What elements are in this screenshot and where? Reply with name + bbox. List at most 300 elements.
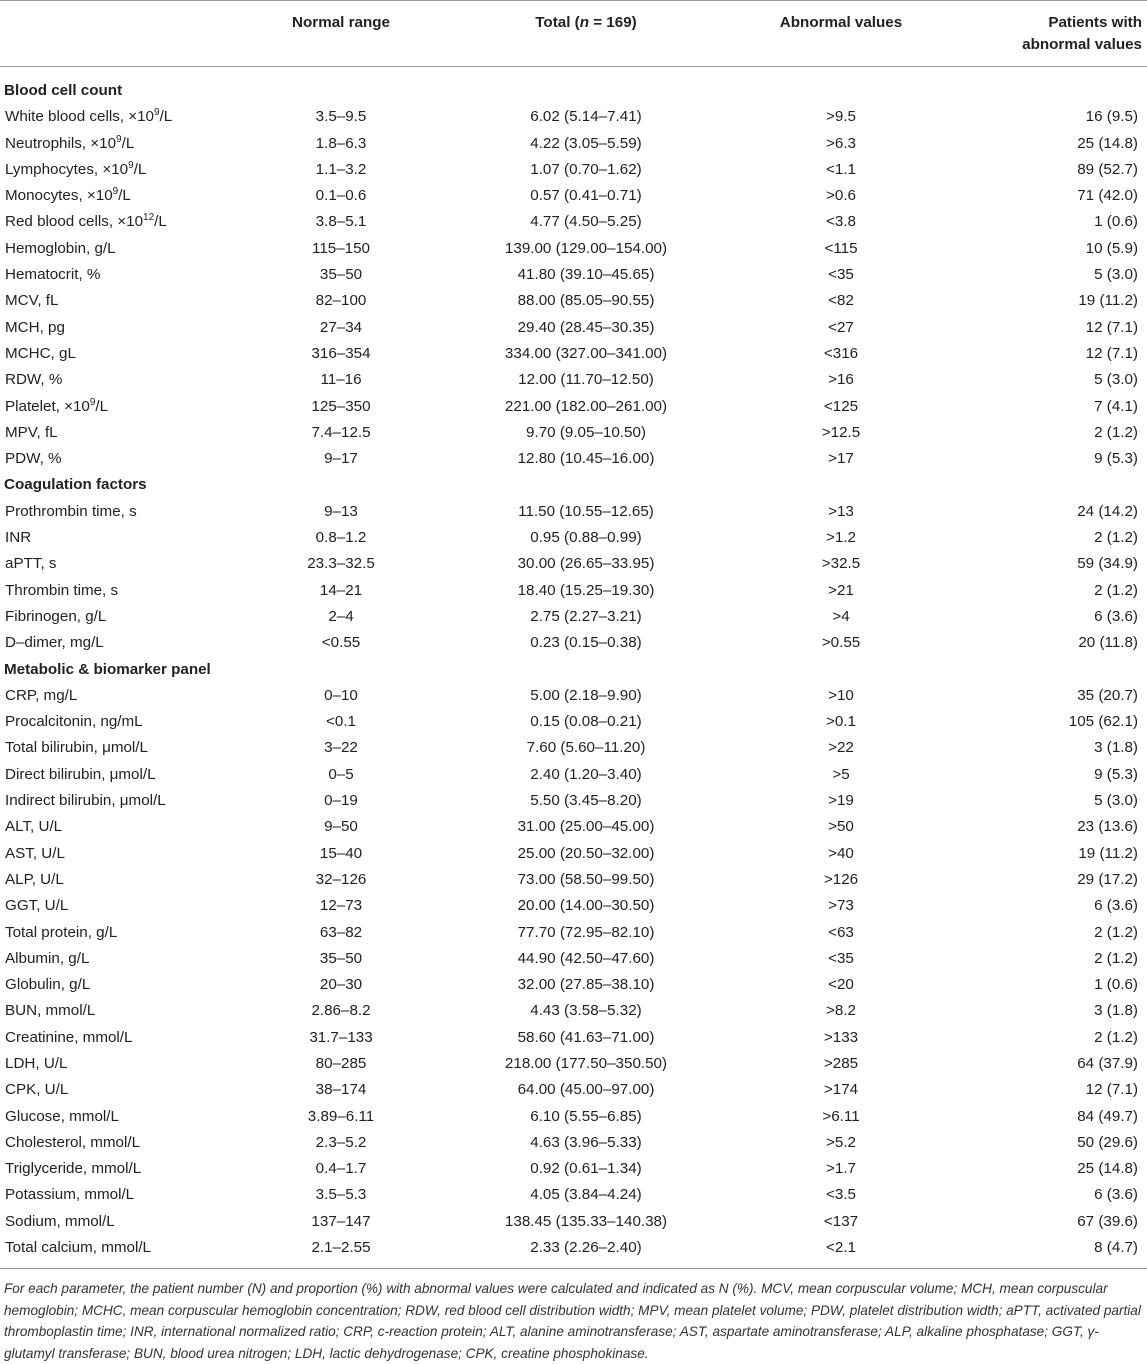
- cell-patients: 19 (11.2): [1078, 292, 1138, 310]
- table-row: [0, 630, 1147, 656]
- cell-total: 6.10 (5.55–6.85): [530, 1107, 642, 1125]
- table-body: [0, 78, 1147, 1261]
- cell-parameter: [5, 262, 100, 288]
- cell-normal-range: 82–100: [315, 292, 367, 310]
- cell-abnormal-value: >10: [828, 686, 854, 704]
- parameter-name: INR: [5, 529, 32, 547]
- table-row: [0, 420, 1147, 446]
- cell-parameter: [5, 683, 77, 709]
- cell-parameter: [5, 315, 65, 341]
- cell-normal-range: 125–350: [311, 397, 371, 415]
- cell-patients: 5 (3.0): [1094, 266, 1138, 284]
- cell-total: 0.95 (0.88–0.99): [530, 529, 642, 547]
- cell-total: 5.50 (3.45–8.20): [530, 792, 642, 810]
- cell-normal-range: 15–40: [319, 844, 363, 862]
- cell-parameter: [5, 1182, 134, 1208]
- cell-patients: 12 (7.1): [1085, 344, 1138, 362]
- cell-normal-range: 0–5: [328, 765, 354, 783]
- cell-total: 12.00 (11.70–12.50): [518, 371, 654, 389]
- cell-abnormal-value: >174: [823, 1081, 859, 1099]
- cell-total: 5.00 (2.18–9.90): [530, 686, 642, 704]
- cell-abnormal-value: >9.5: [826, 108, 856, 126]
- section-header-row: [0, 657, 1147, 683]
- cell-patients: 67 (39.6): [1077, 1212, 1138, 1230]
- cell-abnormal-value: >5.2: [826, 1133, 856, 1151]
- cell-parameter: [5, 209, 167, 235]
- section-title: Coagulation factors: [4, 476, 147, 494]
- cell-total: 6.02 (5.14–7.41): [530, 108, 642, 126]
- cell-total: 0.92 (0.61–1.34): [530, 1160, 642, 1178]
- cell-abnormal-value: >5: [832, 765, 850, 783]
- cell-normal-range: 1.1–3.2: [315, 160, 367, 178]
- cell-patients: 2 (1.2): [1094, 581, 1138, 599]
- parameter-name: MCHC, gL: [5, 344, 76, 362]
- header-total-n: n: [579, 14, 589, 31]
- parameter-name: Cholesterol, mmol/L: [5, 1133, 141, 1151]
- parameter-name: MCH, pg: [5, 318, 65, 336]
- cell-parameter: [5, 104, 172, 130]
- cell-patients: 1 (0.6): [1094, 213, 1138, 231]
- parameter-name: Fibrinogen, g/L: [5, 607, 107, 625]
- table-row: [0, 1156, 1147, 1182]
- cell-patients: 59 (34.9): [1077, 555, 1138, 573]
- cell-abnormal-value: <1.1: [826, 160, 856, 178]
- cell-abnormal-value: >1.7: [826, 1160, 856, 1178]
- cell-total: 221.00 (182.00–261.00): [504, 397, 668, 415]
- cell-total: 1.07 (0.70–1.62): [530, 160, 642, 178]
- header-total-post: = 169): [589, 14, 637, 31]
- cell-abnormal-value: <316: [823, 344, 859, 362]
- cell-total: 0.23 (0.15–0.38): [530, 634, 642, 652]
- parameter-exponent: 9: [154, 107, 160, 119]
- table-top-rule: [0, 0, 1147, 1]
- cell-abnormal-value: <2.1: [826, 1239, 856, 1257]
- cell-abnormal-value: >22: [828, 739, 854, 757]
- cell-patients: 24 (14.2): [1077, 502, 1138, 520]
- cell-normal-range: 12–73: [319, 897, 363, 915]
- cell-total: 4.63 (3.96–5.33): [530, 1133, 642, 1151]
- cell-parameter: [5, 551, 56, 577]
- cell-abnormal-value: <125: [823, 397, 859, 415]
- parameter-unit: /L: [133, 160, 147, 178]
- parameter-name: Prothrombin time, s: [5, 502, 137, 520]
- cell-normal-range: 2.3–5.2: [315, 1133, 367, 1151]
- parameter-name: Total calcium, mmol/L: [5, 1239, 152, 1257]
- cell-patients: 2 (1.2): [1094, 1028, 1138, 1046]
- cell-normal-range: 1.8–6.3: [315, 134, 367, 152]
- cell-total: 0.15 (0.08–0.21): [530, 713, 642, 731]
- cell-abnormal-value: >12.5: [821, 423, 861, 441]
- cell-total: 31.00 (25.00–45.00): [517, 818, 655, 836]
- parameter-name: CPK, U/L: [5, 1081, 69, 1099]
- parameter-name: aPTT, s: [5, 555, 57, 573]
- cell-patients: 71 (42.0): [1077, 187, 1138, 205]
- cell-total: 0.57 (0.41–0.71): [530, 187, 642, 205]
- parameter-exponent: 9: [116, 133, 122, 145]
- cell-parameter: [5, 183, 131, 209]
- cell-total: 41.80 (39.10–45.65): [517, 266, 655, 284]
- table-row: [0, 1182, 1147, 1208]
- cell-abnormal-value: >285: [823, 1054, 859, 1072]
- cell-parameter: [5, 972, 90, 998]
- cell-abnormal-value: >8.2: [826, 1002, 856, 1020]
- parameter-exponent: 12: [143, 212, 155, 224]
- table-row: [0, 209, 1147, 235]
- parameter-name: Creatinine, mmol/L: [5, 1028, 133, 1046]
- cell-normal-range: 14–21: [319, 581, 363, 599]
- cell-normal-range: 3.89–6.11: [307, 1107, 375, 1125]
- parameter-name: Hemoglobin, g/L: [5, 239, 116, 257]
- cell-parameter: [5, 1235, 151, 1261]
- parameter-unit: /L: [121, 134, 135, 152]
- table-row: [0, 1209, 1147, 1235]
- parameter-name: Globulin, g/L: [5, 976, 91, 994]
- parameter-name: Total bilirubin, μmol/L: [5, 739, 148, 757]
- cell-normal-range: 0–19: [324, 792, 358, 810]
- parameter-name: Neutrophils, ×10: [5, 134, 117, 152]
- cell-patients: 84 (49.7): [1077, 1107, 1138, 1125]
- parameter-name: MPV, fL: [5, 423, 58, 441]
- cell-patients: 105 (62.1): [1068, 713, 1138, 731]
- cell-parameter: [5, 709, 143, 735]
- cell-parameter: [5, 236, 116, 262]
- cell-abnormal-value: <35: [828, 949, 854, 967]
- cell-abnormal-value: >16: [828, 371, 854, 389]
- cell-normal-range: 9–13: [324, 502, 358, 520]
- parameter-name: RDW, %: [5, 371, 63, 389]
- section-header-row: [0, 472, 1147, 498]
- cell-normal-range: 3–22: [324, 739, 358, 757]
- cell-normal-range: <0.55: [321, 634, 361, 652]
- table-row: [0, 893, 1147, 919]
- parameter-name: Hematocrit, %: [5, 266, 101, 284]
- cell-abnormal-value: <3.8: [826, 213, 856, 231]
- cell-parameter: [5, 1209, 115, 1235]
- cell-patients: 25 (14.8): [1077, 1160, 1138, 1178]
- table-row: [0, 394, 1147, 420]
- cell-abnormal-value: >13: [828, 502, 854, 520]
- table-row: [0, 841, 1147, 867]
- table-row: [0, 709, 1147, 735]
- cell-normal-range: 9–50: [324, 818, 358, 836]
- cell-patients: 6 (3.6): [1094, 607, 1138, 625]
- cell-abnormal-value: <20: [828, 976, 854, 994]
- parameter-name: Indirect bilirubin, μmol/L: [5, 792, 166, 810]
- parameter-name: Lymphocytes, ×10: [5, 160, 129, 178]
- parameter-name: Direct bilirubin, μmol/L: [5, 765, 156, 783]
- table-row: [0, 1051, 1147, 1077]
- table-row: [0, 604, 1147, 630]
- cell-normal-range: 137–147: [311, 1212, 371, 1230]
- cell-total: 2.75 (2.27–3.21): [530, 607, 642, 625]
- table-row: [0, 1235, 1147, 1261]
- table-row: [0, 946, 1147, 972]
- cell-patients: 12 (7.1): [1085, 1081, 1138, 1099]
- cell-total: 25.00 (20.50–32.00): [517, 844, 655, 862]
- cell-normal-range: 0–10: [324, 686, 358, 704]
- cell-normal-range: 80–285: [315, 1054, 367, 1072]
- cell-abnormal-value: >21: [828, 581, 854, 599]
- cell-patients: 9 (5.3): [1094, 765, 1138, 783]
- cell-total: 32.00 (27.85–38.10): [517, 976, 655, 994]
- cell-normal-range: 11–16: [320, 371, 362, 389]
- cell-patients: 2 (1.2): [1094, 529, 1138, 547]
- cell-total: 18.40 (15.25–19.30): [517, 581, 655, 599]
- cell-abnormal-value: >73: [828, 897, 854, 915]
- cell-parameter: [5, 525, 31, 551]
- table-row: [0, 341, 1147, 367]
- table-row: [0, 867, 1147, 893]
- cell-parameter: [5, 920, 117, 946]
- cell-normal-range: 7.4–12.5: [311, 423, 371, 441]
- cell-total: 20.00 (14.00–30.50): [517, 897, 655, 915]
- table-bottom-rule: [0, 1268, 1147, 1269]
- cell-parameter: [5, 893, 68, 919]
- cell-total: 77.70 (72.95–82.10): [517, 923, 655, 941]
- cell-normal-range: 2.1–2.55: [311, 1239, 371, 1257]
- table-row: [0, 236, 1147, 262]
- parameter-name: GGT, U/L: [5, 897, 69, 915]
- parameter-exponent: 9: [89, 396, 96, 408]
- cell-total: 88.00 (85.05–90.55): [517, 292, 655, 310]
- cell-normal-range: 316–354: [311, 344, 371, 362]
- parameter-name: ALT, U/L: [5, 818, 63, 836]
- cell-abnormal-value: >0.55: [821, 634, 861, 652]
- cell-parameter: [5, 735, 148, 761]
- table-row: [0, 157, 1147, 183]
- cell-total: 138.45 (135.33–140.38): [504, 1212, 668, 1230]
- cell-normal-range: 31.7–133: [309, 1028, 373, 1046]
- cell-patients: 29 (17.2): [1077, 870, 1138, 888]
- parameter-name: Total protein, g/L: [5, 923, 118, 941]
- cell-abnormal-value: >4: [832, 607, 850, 625]
- cell-parameter: [5, 446, 62, 472]
- cell-patients: 8 (4.7): [1094, 1239, 1138, 1257]
- cell-total: 64.00 (45.00–97.00): [517, 1081, 655, 1099]
- cell-total: 334.00 (327.00–341.00): [504, 344, 668, 362]
- cell-total: 73.00 (58.50–99.50): [517, 870, 655, 888]
- cell-normal-range: 3.8–5.1: [315, 213, 367, 231]
- cell-total: 2.40 (1.20–3.40): [530, 765, 642, 783]
- cell-patients: 23 (13.6): [1077, 818, 1138, 836]
- cell-parameter: [5, 630, 104, 656]
- cell-parameter: [5, 420, 58, 446]
- cell-normal-range: 2.86–8.2: [311, 1002, 371, 1020]
- cell-total: 11.50 (10.55–12.65): [518, 502, 654, 520]
- cell-parameter: [5, 578, 118, 604]
- table-footnote: For each parameter, the patient number (N) and proportion (%) with abnormal values were calculated and indicated as N (%). MCV, mean corpuscular volume; MCH, mean corpuscular hemoglobin; MCHC, mean corpuscular hemoglobin concentration; RDW, red blood cell distribution width; MPV, mean platelet volume; PDW, platelet distribution width; aPTT, activated partial thromboplastin time; INR, international normalized ratio; CRP, c-reaction protein; ALT, alanine aminotransferase; AST, aspartate aminotransferase; ALP, alkaline phosphatase; GGT, γ-glutamyl transferase; BUN, blood urea nitrogen; LDH, lactic dehydrogenase; CPK, creatine phosphokinase.: [4, 1281, 1141, 1361]
- cell-patients: 50 (29.6): [1077, 1133, 1138, 1151]
- cell-patients: 3 (1.8): [1094, 739, 1138, 757]
- parameter-name: Procalcitonin, ng/mL: [5, 713, 143, 731]
- cell-patients: 3 (1.8): [1094, 1002, 1138, 1020]
- table-row: [0, 525, 1147, 551]
- cell-patients: 2 (1.2): [1094, 949, 1138, 967]
- cell-normal-range: 2–4: [328, 607, 354, 625]
- table-row: [0, 183, 1147, 209]
- table-row: [0, 788, 1147, 814]
- parameter-exponent: 9: [112, 186, 119, 198]
- table-row: [0, 998, 1147, 1024]
- cell-total: 30.00 (26.65–33.95): [517, 555, 655, 573]
- parameter-name: CRP, mg/L: [5, 686, 78, 704]
- cell-total: 7.60 (5.60–11.20): [526, 739, 646, 757]
- parameter-name: Red blood cells, ×10: [5, 213, 144, 231]
- cell-abnormal-value: >17: [828, 450, 854, 468]
- parameter-name: Albumin, g/L: [5, 949, 90, 967]
- cell-total: 218.00 (177.50–350.50): [504, 1054, 668, 1072]
- header-patients-line1: Patients with: [1048, 14, 1142, 31]
- cell-parameter: [5, 1156, 141, 1182]
- cell-patients: 6 (3.6): [1094, 897, 1138, 915]
- parameter-unit: /L: [118, 187, 131, 205]
- cell-normal-range: 35–50: [319, 266, 363, 284]
- cell-parameter: [5, 946, 89, 972]
- header-normal-range: Normal range: [292, 14, 390, 31]
- cell-abnormal-value: <82: [828, 292, 854, 310]
- cell-total: 29.40 (28.45–30.35): [517, 318, 655, 336]
- table-row: [0, 104, 1147, 130]
- header-abnormal-values: Abnormal values: [779, 14, 903, 31]
- cell-abnormal-value: >0.6: [826, 187, 856, 205]
- parameter-name: Monocytes, ×10: [5, 187, 113, 205]
- parameter-name: Glucose, mmol/L: [5, 1107, 119, 1125]
- cell-parameter: [5, 1130, 140, 1156]
- cell-parameter: [5, 788, 166, 814]
- cell-abnormal-value: >19: [828, 792, 854, 810]
- parameter-unit: /L: [95, 397, 109, 415]
- parameter-name: Triglyceride, mmol/L: [5, 1160, 142, 1178]
- cell-normal-range: <0.1: [326, 713, 356, 731]
- table-row: [0, 814, 1147, 840]
- parameter-name: MCV, fL: [5, 292, 59, 310]
- parameter-name: Platelet, ×10: [5, 397, 90, 415]
- cell-parameter: [5, 394, 108, 420]
- cell-abnormal-value: >6.11: [822, 1107, 860, 1125]
- cell-abnormal-value: >6.3: [826, 134, 856, 152]
- parameter-name: BUN, mmol/L: [5, 1002, 96, 1020]
- cell-abnormal-value: <3.5: [826, 1186, 856, 1204]
- cell-abnormal-value: <115: [824, 239, 858, 257]
- parameter-unit: /L: [154, 213, 167, 231]
- parameter-name: LDH, U/L: [5, 1054, 68, 1072]
- table-row: [0, 972, 1147, 998]
- table-row: [0, 1025, 1147, 1051]
- cell-normal-range: 23.3–32.5: [307, 555, 375, 573]
- cell-parameter: [5, 841, 65, 867]
- cell-parameter: [5, 157, 146, 183]
- table-row: [0, 1104, 1147, 1130]
- table-row: [0, 367, 1147, 393]
- cell-total: 9.70 (9.05–10.50): [526, 423, 646, 441]
- table-row: [0, 920, 1147, 946]
- parameter-name: PDW, %: [5, 450, 62, 468]
- header-total-pre: Total (: [535, 14, 580, 31]
- section-header-row: [0, 78, 1147, 104]
- table-row: [0, 446, 1147, 472]
- cell-parameter: [5, 288, 58, 314]
- cell-parameter: [5, 814, 62, 840]
- cell-parameter: [5, 1104, 119, 1130]
- parameter-unit: /L: [159, 108, 173, 126]
- table-row: [0, 499, 1147, 525]
- header-patients-abnormal: [955, 12, 1142, 56]
- cell-abnormal-value: >1.2: [826, 529, 856, 547]
- cell-normal-range: 9–17: [324, 450, 358, 468]
- cell-abnormal-value: >40: [828, 844, 854, 862]
- header-total: [476, 12, 696, 34]
- cell-total: 4.43 (3.58–5.32): [530, 1002, 642, 1020]
- cell-patients: 64 (37.9): [1077, 1054, 1138, 1072]
- cell-patients: 2 (1.2): [1094, 923, 1138, 941]
- cell-total: 2.33 (2.26–2.40): [530, 1239, 642, 1257]
- cell-abnormal-value: >0.1: [826, 713, 856, 731]
- cell-total: 4.22 (3.05–5.59): [530, 134, 642, 152]
- table-row: [0, 735, 1147, 761]
- cell-total: 44.90 (42.50–47.60): [517, 949, 655, 967]
- cell-patients: 7 (4.1): [1094, 397, 1138, 415]
- table-row: [0, 131, 1147, 157]
- cell-total: 58.60 (41.63–71.00): [517, 1028, 655, 1046]
- parameter-name: Potassium, mmol/L: [5, 1186, 135, 1204]
- cell-patients: 16 (9.5): [1085, 108, 1138, 126]
- cell-patients: 1 (0.6): [1094, 976, 1138, 994]
- table-row: [0, 551, 1147, 577]
- cell-patients: 12 (7.1): [1085, 318, 1138, 336]
- cell-patients: 25 (14.8): [1077, 134, 1138, 152]
- cell-abnormal-value: >126: [823, 870, 859, 888]
- cell-abnormal-value: >133: [823, 1028, 859, 1046]
- cell-parameter: [5, 762, 156, 788]
- cell-patients: 89 (52.7): [1077, 160, 1138, 178]
- cell-total: 139.00 (129.00–154.00): [504, 239, 668, 257]
- table-row: [0, 288, 1147, 314]
- cell-total: 12.80 (10.45–16.00): [517, 450, 655, 468]
- cell-normal-range: 27–34: [319, 318, 363, 336]
- header-rule: [0, 66, 1147, 67]
- table-row: [0, 1077, 1147, 1103]
- cell-abnormal-value: >50: [828, 818, 854, 836]
- cell-parameter: [5, 867, 64, 893]
- cell-total: 4.05 (3.84–4.24): [530, 1186, 642, 1204]
- cell-patients: 5 (3.0): [1094, 371, 1138, 389]
- parameter-name: ALP, U/L: [5, 870, 64, 888]
- cell-parameter: [5, 499, 137, 525]
- cell-parameter: [5, 1077, 68, 1103]
- parameter-name: Sodium, mmol/L: [5, 1212, 115, 1230]
- cell-abnormal-value: <27: [828, 318, 854, 336]
- cell-normal-range: 0.4–1.7: [315, 1160, 367, 1178]
- cell-total: 4.77 (4.50–5.25): [530, 213, 642, 231]
- table-row: [0, 762, 1147, 788]
- cell-normal-range: 115–150: [312, 239, 370, 257]
- table-row: [0, 262, 1147, 288]
- cell-abnormal-value: <35: [828, 266, 854, 284]
- cell-abnormal-value: >32.5: [821, 555, 861, 573]
- table-row: [0, 1130, 1147, 1156]
- cell-normal-range: 0.1–0.6: [315, 187, 367, 205]
- cell-parameter: [5, 604, 106, 630]
- cell-normal-range: 3.5–9.5: [315, 108, 367, 126]
- cell-normal-range: 35–50: [319, 949, 363, 967]
- cell-parameter: [5, 1051, 67, 1077]
- cell-normal-range: 3.5–5.3: [315, 1186, 367, 1204]
- cell-parameter: [5, 367, 62, 393]
- cell-patients: 35 (20.7): [1077, 686, 1138, 704]
- cell-patients: 9 (5.3): [1094, 450, 1138, 468]
- cell-patients: 6 (3.6): [1094, 1186, 1138, 1204]
- parameter-name: D–dimer, mg/L: [5, 634, 104, 652]
